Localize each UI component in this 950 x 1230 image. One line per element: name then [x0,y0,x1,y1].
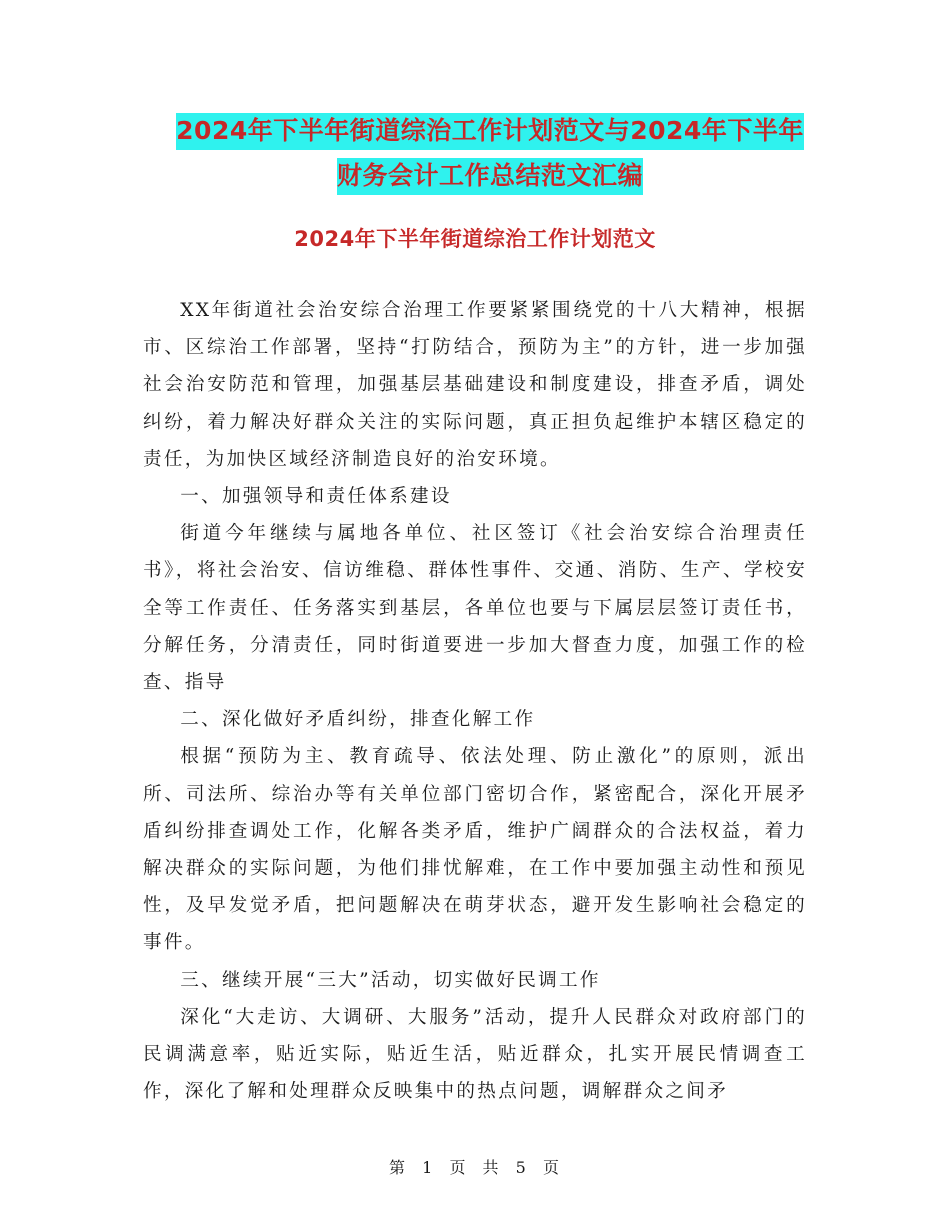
title-line-2 [140,153,840,199]
document-body [143,292,807,1110]
footer-current-page: 1 [422,1158,435,1177]
title-line-1-text: 2024年下半年街道综治工作计划范文与2024年下半年 [176,113,804,150]
title-line-1 [140,108,840,154]
footer-suffix: 页 [542,1158,561,1177]
paragraph: 深化“大走访、大调研、大服务”活动，提升人民群众对政府部门的民调满意率，贴近实际，贴近生活，贴近群众，扎实开展民情调查工作，深化了解和处理群众反映集中的热点问题，调解群众之间矛 [143,1006,807,1103]
section-heading: 二、深化做好矛盾纠纷，排查化解工作 [180,709,536,731]
section-title: 2024年下半年街道综治工作计划范文 [294,227,656,251]
paragraph: XX年街道社会治安综合治理工作要紧紧围绕党的十八大精神，根据市、区综治工作部署，坚持“打防结合，预防为主”的方针，进一步加强社会治安防范和管理，加强基层基础建设和制度建设，排查矛盾，调处纠纷，着力解决好群众关注的实际问题，真正担负起维护本辖区稳定的责任，为加快区域经济制造良好的治安环境。 [143,300,807,470]
footer-total-pages: 5 [515,1158,528,1177]
footer-page-word: 页 [449,1158,468,1177]
paragraph: 街道今年继续与属地各单位、社区签订《社会治安综合治理责任书》，将社会治安、信访维稳、群体性事件、交通、消防、生产、学校安全等工作责任、任务落实到基层，各单位也要与下属层层签订责任书，分解任务，分清责任，同时街道要进一步加大督查力度，加强工作的检查、指导 [143,523,807,694]
page-footer [0,1155,950,1178]
section-heading: 一、加强领导和责任体系建设 [180,486,452,508]
title-line-2-text: 财务会计工作总结范文汇编 [337,158,643,195]
footer-prefix: 第 [389,1158,408,1177]
paragraph: 根据“预防为主、教育疏导、依法处理、防止激化”的原则，派出所、司法所、综治办等有关单位部门密切合作，紧密配合，深化开展矛盾纠纷排查调处工作，化解各类矛盾，维护广阔群众的合法权益，着力解决群众的实际问题，为他们排忧解难，在工作中要加强主动性和预见性，及早发觉矛盾，把问题解决在萌芽状态，避开发生影响社会稳定的事件。 [143,746,807,954]
section-heading: 三、继续开展“三大”活动，切实做好民调工作 [180,969,601,991]
footer-total-prefix: 共 [482,1158,501,1177]
